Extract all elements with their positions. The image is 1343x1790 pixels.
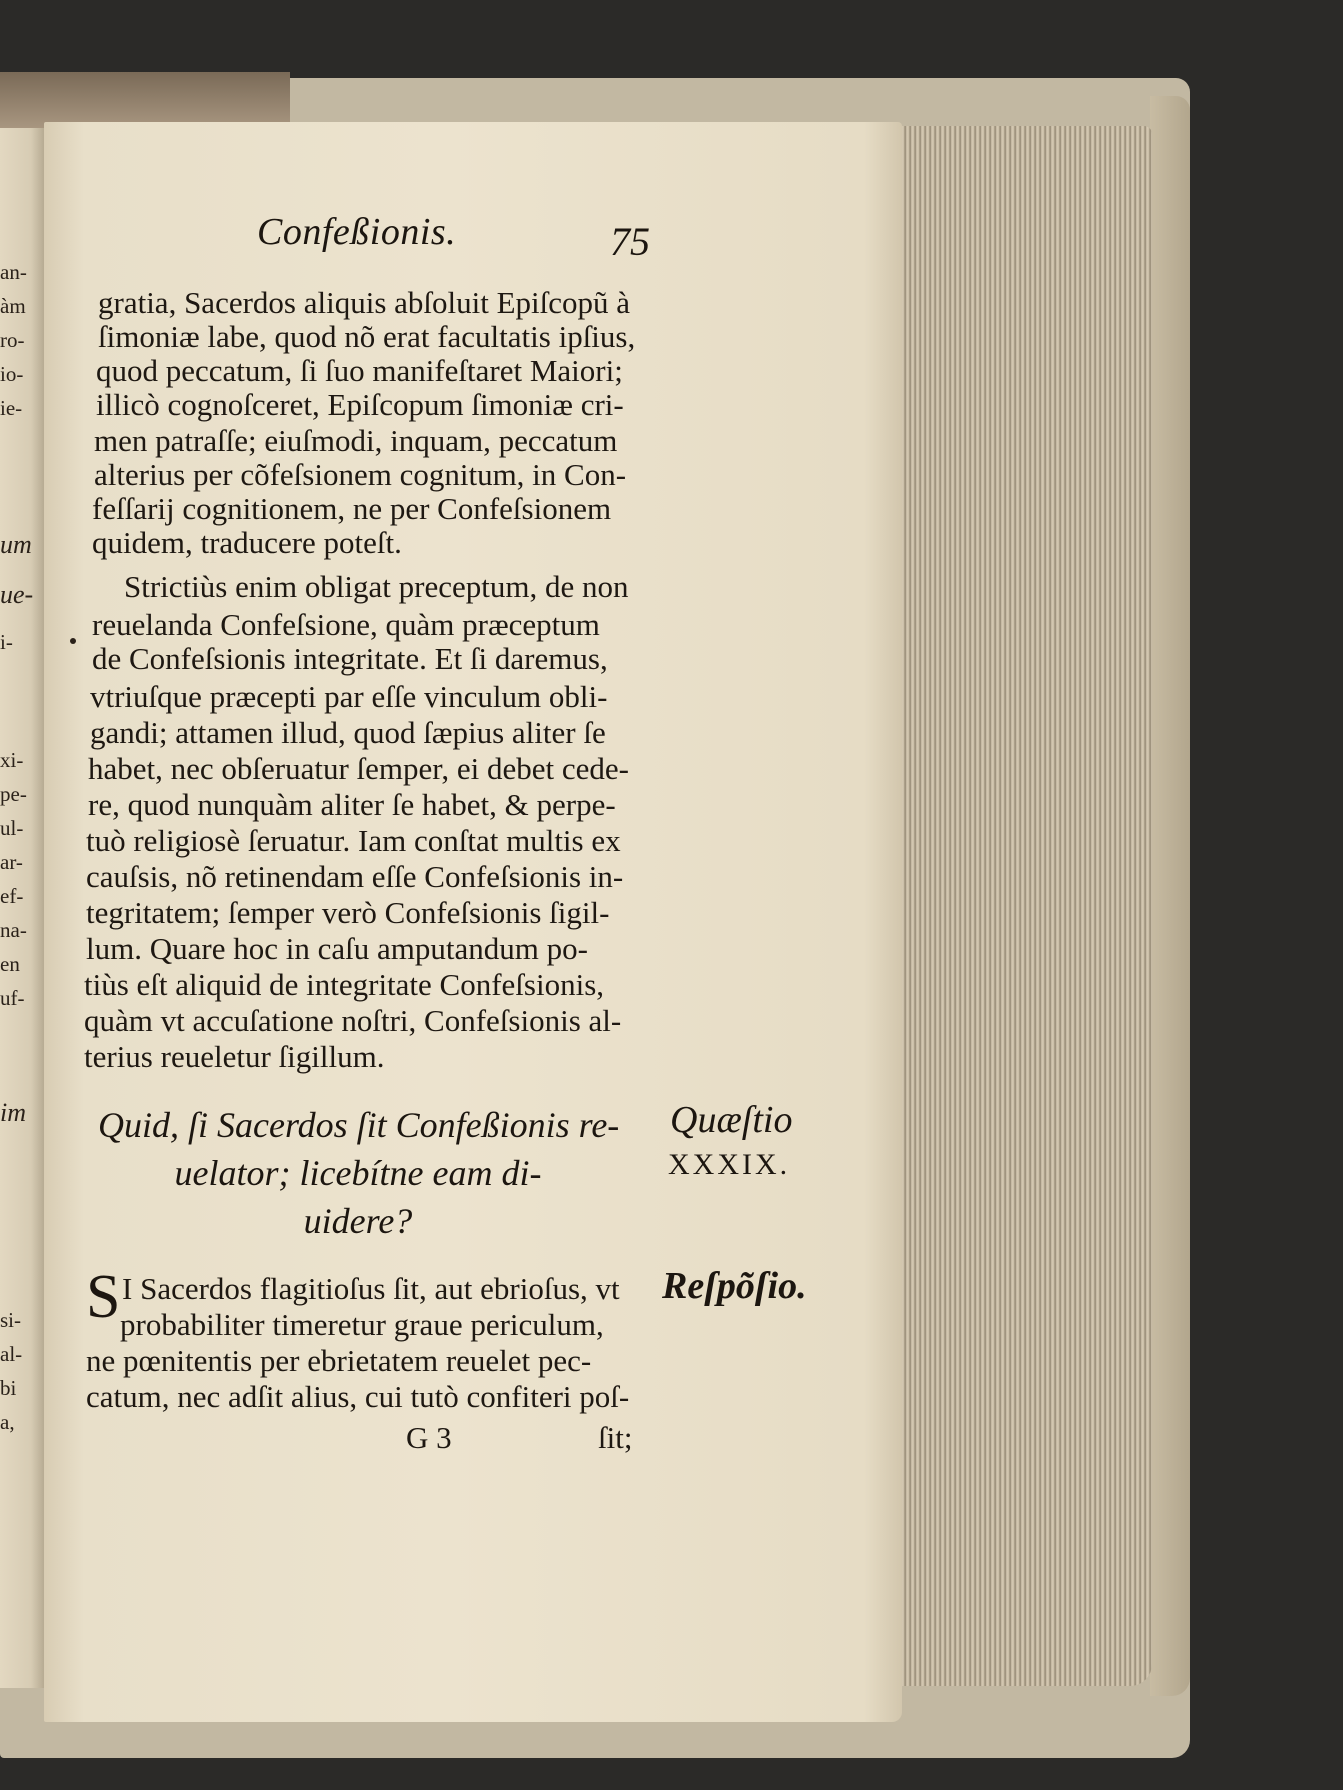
left-fragment: àm (0, 294, 26, 318)
left-fragment: bi (0, 1376, 17, 1400)
text-line: tuò religiosè ſeruatur. Iam conſtat multis ex (86, 823, 621, 858)
left-fragment: pe- (0, 782, 27, 806)
text-line: habet, nec obſeruatur ſemper, ei debet cede- (88, 751, 629, 786)
left-fragment: io- (0, 362, 24, 386)
text-line: vtriuſque præcepti par eſſe vinculum obli- (90, 679, 608, 714)
back-cover-board (1150, 96, 1190, 1696)
question-heading-line: uelator; licebítne eam di- (174, 1153, 542, 1193)
left-fragment: ie- (0, 396, 23, 420)
text-line: terius reueletur ſigillum. (84, 1039, 385, 1074)
left-fragment: uf- (0, 986, 25, 1010)
text-line: gratia, Sacerdos aliquis abſoluit Epiſcopũ à (98, 285, 631, 320)
question-heading-line: uidere? (303, 1201, 413, 1241)
text-line: feſſarij cognitionem, ne per Confeſsionem (92, 491, 612, 526)
text-line: de Confeſsionis integritate. Et ſi daremus, (92, 641, 608, 676)
previous-page-sliver (0, 128, 46, 1688)
text-line: probabiliter timeretur graue periculum, (120, 1307, 604, 1342)
question-margin-label: Quæſtio (670, 1099, 793, 1141)
text-line: ſimoniæ labe, quod nõ erat facultatis ipſius, (98, 319, 636, 354)
spine-edge (0, 72, 290, 128)
question-heading-line: Quid, ſi Sacerdos ſit Confeßionis re- (98, 1105, 620, 1145)
text-line: ne pœnitentis per ebrietatem reuelet pec- (86, 1343, 592, 1378)
left-fragment: ro- (0, 328, 25, 352)
text-line: tiùs eſt aliquid de integritate Confeſsionis, (84, 967, 605, 1002)
text-line: quod peccatum, ſi ſuo manifeſtaret Maiori; (96, 353, 623, 388)
page-block-fore-edge (902, 126, 1152, 1686)
signature-mark: G 3 (406, 1420, 452, 1455)
text-line: illicò cognoſceret, Epiſcopum ſimoniæ cri- (96, 387, 624, 422)
text-line: alterius per cõfeſsionem cognitum, in Con- (94, 457, 627, 492)
running-head: Confeßionis. (257, 211, 457, 253)
drop-cap: S (86, 1263, 121, 1331)
text-line: cauſsis, nõ retinendam eſſe Confeſsionis in- (86, 859, 624, 894)
catchword: ſit; (598, 1420, 633, 1455)
text-line: tegritatem; ſemper verò Confeſsionis ſigil- (86, 895, 610, 930)
text-line: quidem, traducere poteſt. (92, 525, 402, 560)
page-number: 75 (610, 219, 650, 264)
response-margin-label: Reſpõſio. (662, 1265, 807, 1307)
left-fragment: ar- (0, 850, 23, 874)
left-fragment: a, (0, 1410, 15, 1434)
text-line: catum, nec adſit alius, cui tutò confiteri poſ- (86, 1379, 630, 1414)
text-line: re, quod nunquàm aliter ſe habet, & perpe- (88, 787, 616, 822)
left-fragment: ue- (0, 580, 34, 609)
margin-dot (70, 638, 76, 644)
left-fragment: ef- (0, 884, 24, 908)
text-line: men patraſſe; eiuſmodi, inquam, peccatum (94, 423, 618, 458)
left-fragment: xi- (0, 748, 24, 772)
left-fragment: im (0, 1098, 26, 1127)
left-fragment: al- (0, 1342, 23, 1366)
text-line: lum. Quare hoc in caſu amputandum po- (86, 931, 588, 966)
left-fragment: na- (0, 918, 27, 942)
text-line: reuelanda Confeſsione, quàm præceptum (92, 607, 600, 642)
text-line: I Sacerdos flagitioſus ſit, aut ebrioſus, vt (122, 1271, 620, 1306)
left-fragment: si- (0, 1308, 21, 1332)
text-line: quàm vt accuſatione noſtri, Confeſsionis al- (84, 1003, 622, 1038)
text-line: Strictiùs enim obligat preceptum, de non (124, 569, 629, 604)
left-fragment: an- (0, 260, 27, 284)
left-fragment: i- (0, 630, 13, 654)
question-number: XXXIX. (668, 1148, 791, 1181)
text-line: gandi; attamen illud, quod ſæpius aliter ſe (90, 715, 606, 750)
left-fragment: um (0, 530, 32, 559)
left-fragment: ul- (0, 816, 24, 840)
left-fragment: en (0, 952, 20, 976)
